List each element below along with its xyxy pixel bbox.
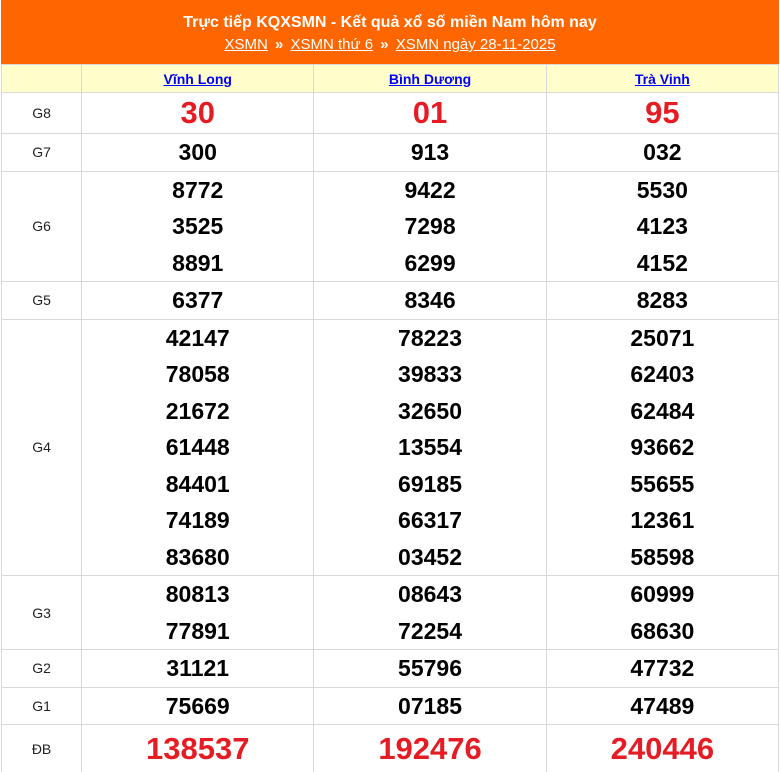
breadcrumb-xsmn[interactable]: XSMN: [224, 36, 268, 53]
prize-number: 03452: [398, 543, 463, 570]
breadcrumb-separator: »: [380, 36, 389, 53]
prize-number: 25071: [630, 324, 695, 351]
prize-cell: [82, 319, 314, 576]
prize-cell: [82, 650, 314, 688]
province-link-vinh-long[interactable]: Vĩnh Long: [163, 70, 232, 87]
prize-row: [2, 650, 779, 688]
prize-number: 60999: [630, 581, 695, 607]
prize-cell: [546, 576, 778, 650]
prize-label: G3: [2, 576, 82, 650]
prize-number: 55655: [630, 470, 695, 497]
prize-row: [2, 171, 779, 282]
prize-label: ĐB: [2, 725, 82, 772]
prize-number: 5530: [636, 176, 688, 203]
prize-cell: [314, 93, 546, 134]
results-header: [1, 0, 779, 64]
prize-number: 12361: [630, 507, 695, 533]
prize-cell: [546, 282, 778, 320]
prize-number: 9422: [404, 176, 456, 203]
prize-number: 77891: [165, 617, 230, 644]
prize-cell: [82, 93, 314, 134]
prize-number: 47732: [630, 655, 695, 681]
prize-row: [2, 576, 779, 650]
prize-number: 4152: [636, 249, 688, 276]
prize-cell: [314, 576, 546, 650]
prize-number: 07185: [398, 692, 463, 719]
prize-row: [2, 725, 779, 772]
prize-number: 913: [410, 139, 450, 165]
prize-cell: [314, 134, 546, 172]
prize-number: 39833: [398, 361, 463, 387]
breadcrumb-separator: »: [274, 36, 284, 53]
prize-number: 240446: [610, 731, 715, 766]
prize-label: G6: [2, 171, 82, 282]
prize-number: 74189: [165, 507, 230, 533]
prize-number: 32650: [398, 397, 463, 424]
prize-cell: [314, 282, 546, 320]
prize-number: 62484: [630, 397, 695, 424]
results-panel: [1, 0, 779, 772]
prize-row: [2, 282, 779, 320]
prize-number: 8891: [172, 249, 224, 276]
prize-number: 58598: [630, 543, 695, 570]
prize-number: 72254: [398, 617, 463, 644]
prize-label: G5: [2, 282, 82, 320]
page-title: Trực tiếp KQXSMN - Kết quả xổ số miền Nam hôm nay: [183, 14, 597, 31]
province-link-binh-duong[interactable]: Bình Dương: [388, 70, 472, 87]
prize-number: 75669: [165, 692, 230, 719]
prize-number: 95: [645, 95, 680, 130]
breadcrumb-xsmn-date[interactable]: XSMN ngày 28-11-2025: [395, 36, 556, 53]
prize-cell: [546, 650, 778, 688]
prize-cell: [546, 171, 778, 282]
prize-number: 68630: [630, 617, 695, 644]
province-header: [546, 65, 778, 93]
prize-number: 62403: [630, 361, 695, 387]
prize-number: 138537: [146, 731, 250, 766]
prize-number: 78223: [398, 324, 463, 351]
prize-number: 032: [643, 139, 682, 165]
prize-number: 80813: [165, 581, 230, 607]
prize-number: 30: [180, 95, 215, 130]
prize-cell: [314, 650, 546, 688]
results-table: [1, 64, 779, 772]
prize-number: 78058: [165, 361, 230, 387]
prize-cell: [546, 725, 778, 772]
prize-number: 55796: [398, 655, 463, 681]
prize-number: 93662: [630, 434, 695, 460]
province-link-tra-vinh[interactable]: Trà Vinh: [634, 70, 690, 87]
breadcrumb-xsmn-friday[interactable]: XSMN thứ 6: [290, 36, 374, 53]
prize-number: 42147: [165, 324, 230, 351]
prize-cell: [546, 687, 778, 725]
prize-number: 3525: [172, 213, 224, 239]
prize-number: 69185: [398, 470, 463, 497]
prize-cell: [82, 171, 314, 282]
prize-number: 192476: [378, 731, 482, 766]
province-header: [314, 65, 546, 93]
prize-cell: [314, 171, 546, 282]
prize-number: 61448: [165, 434, 230, 460]
prize-cell: [82, 725, 314, 772]
empty-header-cell: [2, 65, 82, 93]
prize-cell: [82, 282, 314, 320]
prize-row: [2, 319, 779, 576]
prize-label: G1: [2, 687, 82, 725]
prize-row: [2, 687, 779, 725]
prize-number: 7298: [404, 213, 456, 239]
prize-cell: [82, 576, 314, 650]
prize-cell: [314, 319, 546, 576]
province-header: [82, 65, 314, 93]
prize-row: [2, 93, 779, 134]
prize-label: G2: [2, 650, 82, 688]
breadcrumb: [1, 35, 779, 54]
prize-number: 8346: [404, 287, 456, 313]
prize-cell: [314, 725, 546, 772]
prize-row: [2, 134, 779, 172]
prize-cell: [314, 687, 546, 725]
prize-number: 21672: [165, 397, 230, 424]
prize-label: G7: [2, 134, 82, 172]
prize-label: G8: [2, 93, 82, 134]
prize-label: G4: [2, 319, 82, 576]
prize-cell: [546, 319, 778, 576]
prize-number: 08643: [398, 581, 463, 607]
prize-number: 6299: [404, 249, 456, 276]
prize-number: 6377: [172, 287, 224, 313]
prize-number: 8772: [172, 176, 224, 203]
prize-number: 47489: [630, 692, 695, 719]
prize-number: 01: [412, 95, 448, 130]
prize-number: 300: [178, 139, 217, 165]
province-header-row: [2, 65, 779, 93]
prize-number: 66317: [398, 507, 463, 533]
prize-cell: [546, 134, 778, 172]
prize-number: 13554: [398, 434, 463, 460]
prize-number: 8283: [636, 287, 688, 313]
prize-cell: [82, 687, 314, 725]
prize-number: 4123: [636, 213, 688, 239]
prize-cell: [82, 134, 314, 172]
prize-cell: [546, 93, 778, 134]
prize-number: 31121: [166, 655, 230, 681]
prize-number: 84401: [165, 470, 230, 497]
prize-number: 83680: [165, 543, 230, 570]
